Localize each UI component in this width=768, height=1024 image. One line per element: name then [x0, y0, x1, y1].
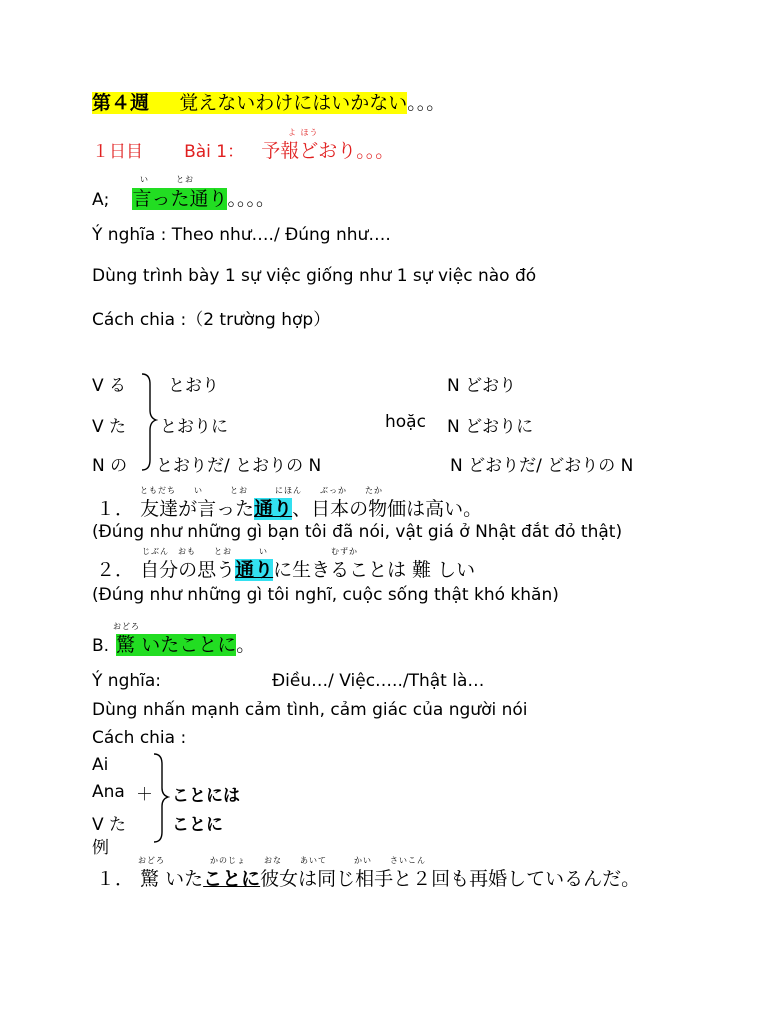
exA2-furigana: じぶん おも とお い むずか — [142, 547, 358, 556]
exB1-num: １． — [96, 868, 135, 890]
exB1-line — [96, 864, 640, 891]
formA-right-1: N どおり — [447, 376, 517, 396]
exA2-pre: 自分の思う — [140, 559, 236, 581]
sectionB-heading: 驚 いたことに — [116, 634, 237, 656]
exA1-furigana: ともだち い とお にほん ぶっか たか — [140, 486, 383, 495]
formA-or: hoặc — [385, 412, 426, 432]
day1-line — [92, 136, 394, 163]
sectionB-usage: Dùng nhấn mạnh cảm tình, cảm giác của người nói — [92, 700, 528, 720]
week-header — [92, 88, 445, 115]
formA-mid-2: とおりに — [160, 417, 228, 437]
exB1-furigana: おどろ かのじょ おな あいて かい さいこん — [138, 856, 426, 865]
formB-left-3: V た — [92, 815, 127, 835]
day1-lesson: Bài 1： — [184, 142, 245, 162]
exA1-post: 、日本の物価は高い。 — [292, 498, 483, 520]
sectionB-meaning-label: Ý nghĩa: — [92, 671, 161, 691]
exB1-pre: 驚 いた — [140, 868, 204, 890]
sectionA-meaning: Ý nghĩa : Theo như…./ Đúng như…. — [92, 225, 391, 245]
formB-left-1: Ai — [92, 755, 109, 775]
curly-brace-icon — [150, 752, 170, 844]
exA2-num: ２． — [96, 559, 135, 581]
day1-furigana: よ ほう — [288, 128, 319, 137]
curly-brace-icon — [138, 372, 158, 472]
sectionA-furigana: い とお — [140, 175, 194, 184]
sectionA-prefix: A; — [92, 190, 110, 210]
exA1-highlight: 通り — [254, 498, 293, 520]
formA-right-3: N どおりだ/ どおりの N — [450, 456, 634, 476]
header-gap — [149, 92, 179, 114]
formB-left-2: Ana — [92, 782, 125, 802]
formA-right-2: N どおりに — [447, 417, 534, 437]
formA-left-2: V た — [92, 417, 127, 437]
formA-mid-3: とおりだ/ とおりの N — [156, 456, 322, 476]
day1-label: １日目 — [92, 142, 143, 162]
sectionB-furigana: おどろ — [113, 622, 140, 631]
exA1-line — [96, 494, 482, 521]
sectionB-heading-line — [92, 630, 255, 657]
sectionB-prefix: B. — [92, 636, 110, 656]
exA2-post: に生きることは 難 しい — [273, 559, 476, 581]
formA-left-1: V る — [92, 376, 127, 396]
sectionB-conjugation: Cách chia : — [92, 728, 187, 748]
week-title-dots: 。。。 — [407, 92, 446, 114]
formB-plus: ＋ — [136, 785, 153, 805]
sectionA-heading-line — [92, 184, 275, 211]
example-label: 例 — [92, 838, 109, 858]
formA-left-3: N の — [92, 456, 128, 476]
sectionA-conjugation: Cách chia :（2 trường hợp） — [92, 310, 331, 330]
formB-right-2: ことに — [172, 815, 223, 835]
exA1-pre: 友達が言った — [140, 498, 255, 520]
sectionA-usage: Dùng trình bày 1 sự việc giống như 1 sự việc nào đó — [92, 266, 537, 286]
exA1-translation: (Đúng như những gì bạn tôi đã nói, vật giá ở Nhật đắt đỏ thật) — [92, 522, 623, 542]
sectionA-dots: 。。。。 — [227, 188, 275, 210]
sectionB-meaning-value: Điều…/ Việc…../Thật là… — [272, 671, 485, 691]
formA-mid-1: とおり — [168, 376, 219, 396]
sectionB-dot: 。 — [236, 634, 256, 656]
formB-right-1: ことには — [172, 786, 240, 806]
week-label: 第４週 — [92, 92, 150, 114]
exA2-translation: (Đúng như những gì tôi nghĩ, cuộc sống thật khó khăn) — [92, 585, 559, 605]
week-title: 覚えないわけにはいかない — [179, 92, 408, 114]
exB1-underline: ことに — [203, 868, 261, 890]
exA1-num: １． — [96, 498, 135, 520]
exB1-post: 彼女は同じ相手と２回も再婚しているんだ。 — [260, 868, 641, 890]
exA2-highlight: 通り — [235, 559, 274, 581]
sectionA-heading: 言った通り — [132, 188, 228, 210]
exA2-line — [96, 555, 475, 582]
day1-title: 予報どおり。。。 — [261, 140, 395, 162]
